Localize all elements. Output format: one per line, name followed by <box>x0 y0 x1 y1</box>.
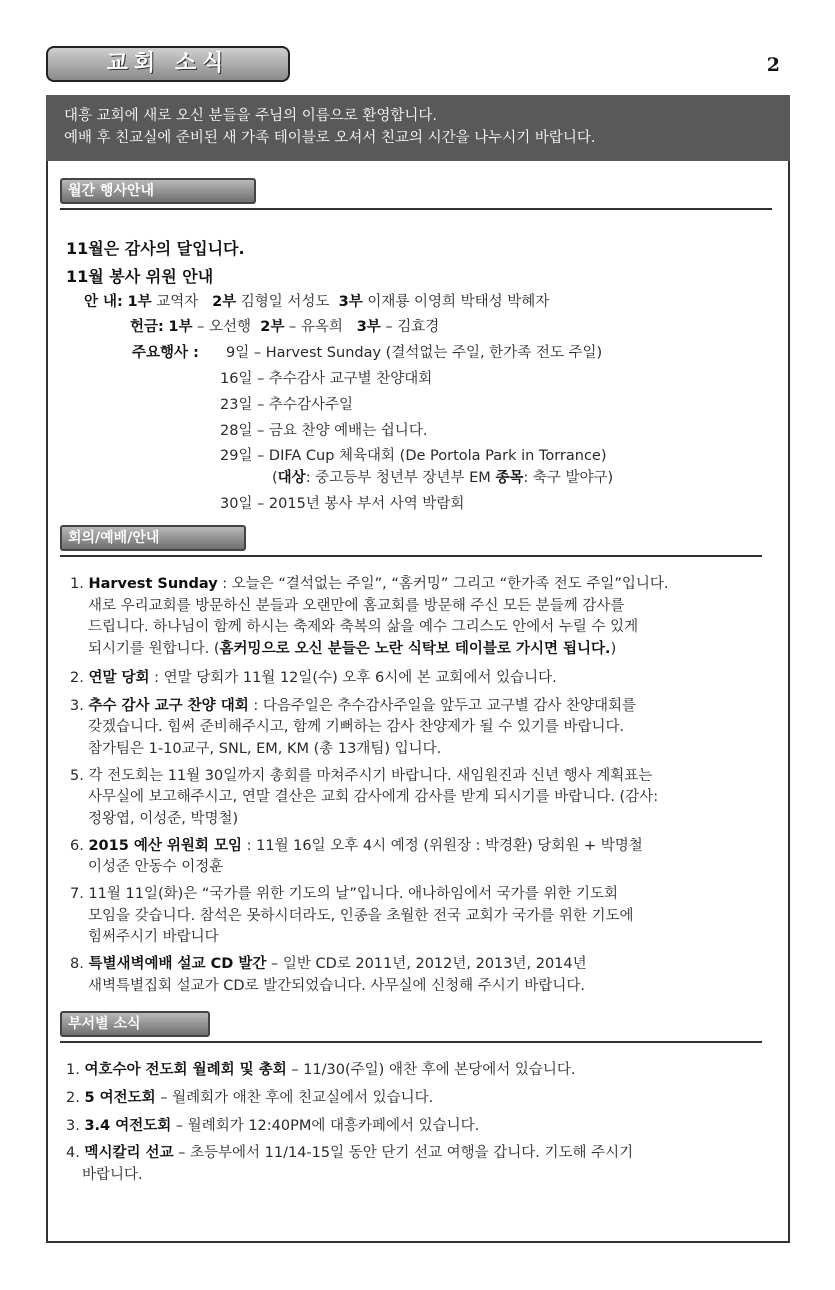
guide-label: 안 내: <box>84 294 123 310</box>
meetings-section-header: 회의/예배/안내 <box>60 525 246 551</box>
event-item: 23일 – 추수감사주일 <box>220 397 353 413</box>
offering-label: 헌금: <box>130 319 164 335</box>
dept-section-header: 부서별 소식 <box>60 1011 210 1037</box>
section-title-tab: 교회 소식 <box>46 46 290 82</box>
guide-part: 2부 <box>212 294 237 310</box>
guide-part: 1부 <box>127 294 152 310</box>
guide-names: 김형일 서성도 <box>240 294 330 310</box>
offering-part: 3부 <box>356 319 381 335</box>
guide-row <box>84 290 549 311</box>
offering-row <box>130 315 439 336</box>
event-item: 9일 – Harvest Sunday (결석없는 주일, 한가족 전도 주일) <box>226 345 603 361</box>
section-rule <box>60 1041 762 1043</box>
event-item: 28일 – 금요 찬양 예배는 쉽니다. <box>220 423 428 439</box>
guide-part: 3부 <box>338 294 363 310</box>
guide-names: 교역자 <box>156 294 199 310</box>
offering-names: – 오선행 <box>197 319 252 335</box>
offering-names: – 유옥희 <box>288 319 343 335</box>
service-heading: 11월 봉사 위원 안내 <box>66 267 214 286</box>
thanks-heading: 11월은 감사의 달입니다. <box>66 239 245 258</box>
section-rule <box>60 555 762 557</box>
event-item: 30일 – 2015년 봉사 부서 사역 박람회 <box>220 496 465 512</box>
offering-names: – 김효경 <box>385 319 440 335</box>
event-detail: (대상: 중고등부 청년부 장년부 EM 종목: 축구 발야구) <box>272 470 614 486</box>
event-item: 16일 – 추수감사 교구별 찬양대회 <box>220 371 433 387</box>
offering-part: 2부 <box>260 319 285 335</box>
events-label: 주요행사 : <box>132 345 199 361</box>
banner-line-2: 예배 후 친교실에 준비된 새 가족 테이블로 오셔서 친교의 시간을 나누시기 바랍니다. <box>64 130 596 146</box>
guide-names: 이재룡 이영희 박태성 박혜자 <box>367 294 550 310</box>
monthly-section-header: 월간 행사안내 <box>60 178 256 204</box>
event-item: 29일 – DIFA Cup 체육대회 (De Portola Park in Torrance) <box>220 448 607 464</box>
section-rule <box>60 208 772 210</box>
welcome-banner <box>46 95 790 161</box>
banner-line-1: 대흥 교회에 새로 오신 분들을 주님의 이름으로 환영합니다. <box>64 108 438 124</box>
offering-part: 1부 <box>168 319 193 335</box>
page-number: 2 <box>766 54 780 76</box>
